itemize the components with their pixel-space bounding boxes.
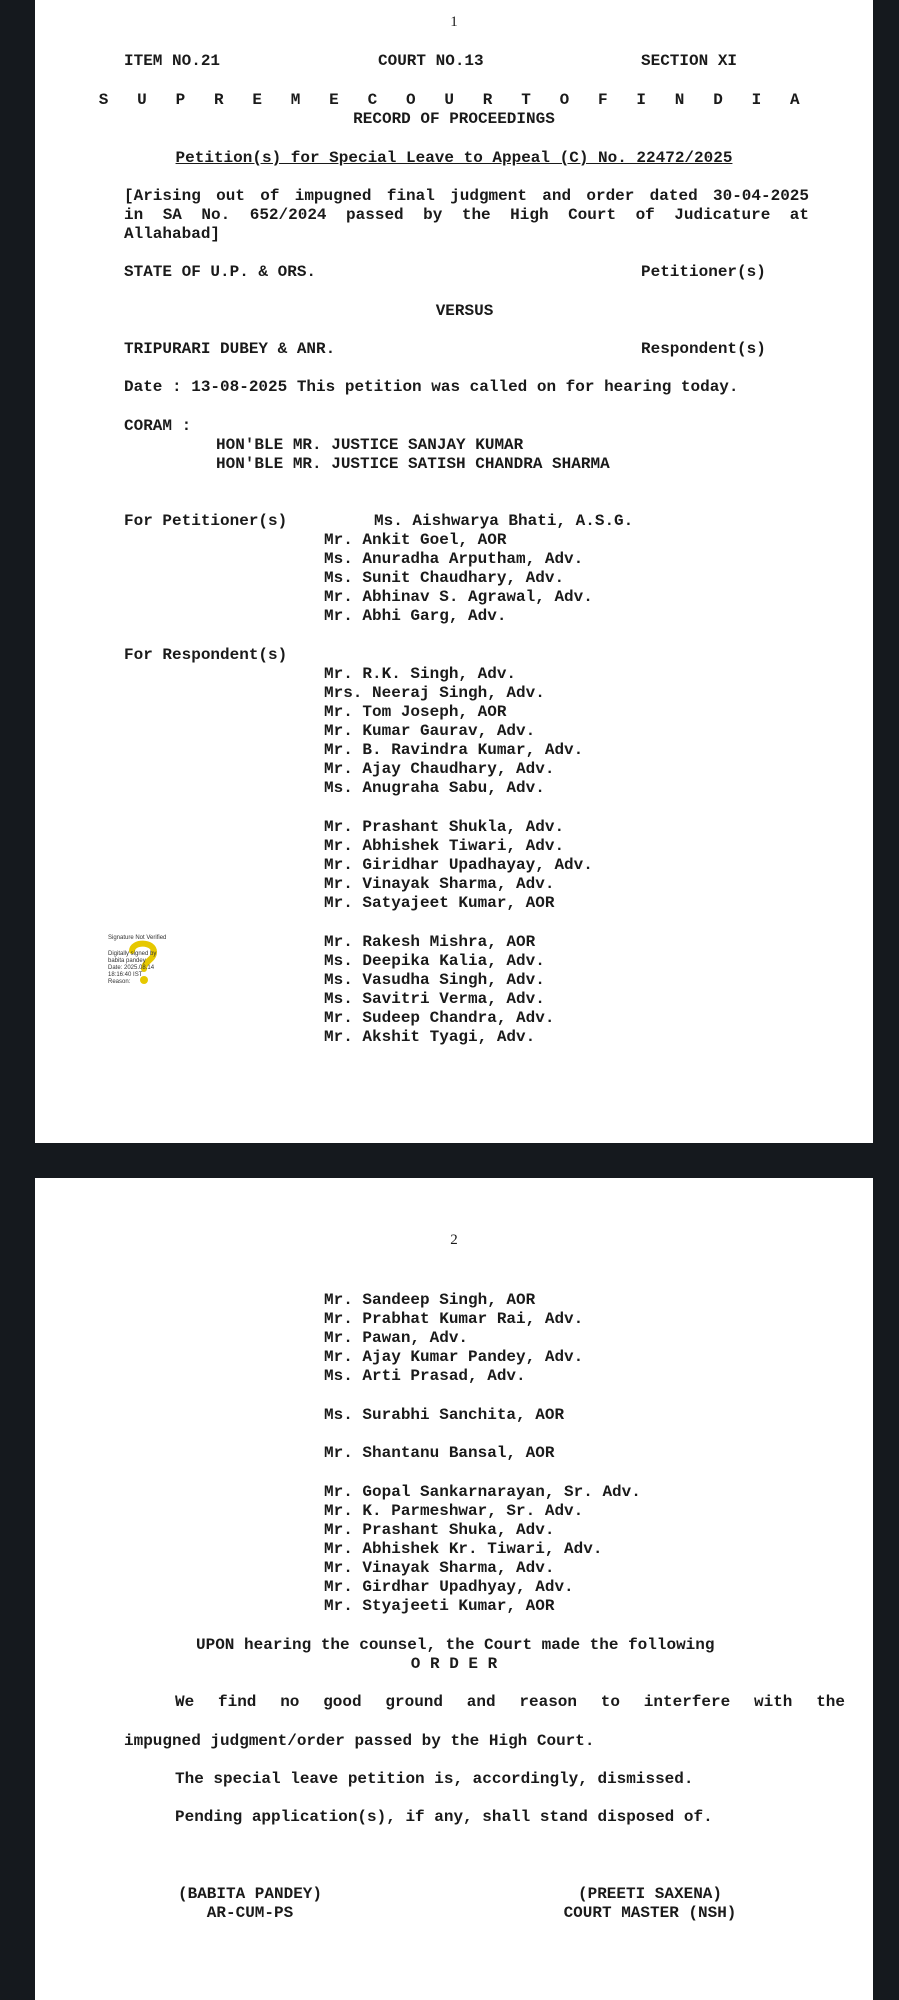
counsel-name: Ms. Anugraha Sabu, Adv. xyxy=(324,779,545,797)
counsel-name: Mr. Prashant Shukla, Adv. xyxy=(324,818,565,836)
counsel-name: Mr. Ajay Chaudhary, Adv. xyxy=(324,760,555,778)
signatory-left-designation: AR-CUM-PS xyxy=(206,1904,294,1922)
counsel-name: Ms. Vasudha Singh, Adv. xyxy=(324,971,545,989)
counsel-name: Mrs. Neeraj Singh, Adv. xyxy=(324,684,545,702)
counsel-name: Ms. Savitri Verma, Adv. xyxy=(324,990,545,1008)
counsel-name: Mr. R.K. Singh, Adv. xyxy=(324,665,517,683)
respondent-counsel-group-6 xyxy=(324,1444,554,1463)
signatory-right-name: (PREETI SAXENA) xyxy=(577,1885,723,1903)
signature-line: Digitally signed by xyxy=(108,951,157,957)
coram-judges xyxy=(216,436,610,474)
counsel-name: Mr. Akshit Tyagi, Adv. xyxy=(324,1028,536,1046)
counsel-name: Ms. Sunit Chaudhary, Adv. xyxy=(324,569,565,587)
for-petitioner-label: For Petitioner(s) xyxy=(124,512,288,530)
respondent-counsel-group-7 xyxy=(324,1483,641,1616)
signature-line: Date: 2025.08.14 xyxy=(108,965,155,971)
respondent-counsel-group-4 xyxy=(324,1291,583,1386)
counsel-name: Mr. Ajay Kumar Pandey, Adv. xyxy=(324,1348,584,1366)
section-number: SECTION XI xyxy=(641,52,738,70)
court-name: S U P R E M E C O U R T O F I N D I A xyxy=(98,91,810,109)
counsel-name: Mr. Abhi Garg, Adv. xyxy=(324,607,507,625)
signature-line: babita pandey xyxy=(108,958,146,964)
counsel-name: Mr. Pawan, Adv. xyxy=(324,1329,469,1347)
order-text-line-1: We find no good ground and reason to interfere with the xyxy=(175,1693,845,1711)
counsel-name: Mr. Sandeep Singh, AOR xyxy=(324,1291,536,1309)
arising-line-1: [Arising out of impugned final judgment and order dated 30-04-2025 xyxy=(124,187,809,205)
signature-line: 18:16:40 IST xyxy=(108,972,143,978)
counsel-name: Mr. Satyajeet Kumar, AOR xyxy=(324,894,555,912)
for-respondent-label: For Respondent(s) xyxy=(124,646,288,664)
respondent-counsel-group-3 xyxy=(324,933,554,1047)
counsel-name: Mr. Abhishek Tiwari, Adv. xyxy=(324,837,565,855)
counsel-name: Mr. Giridhar Upadhayay, Adv. xyxy=(324,856,593,874)
counsel-name: Ms. Anuradha Arputham, Adv. xyxy=(324,550,584,568)
counsel-name: Mr. Vinayak Sharma, Adv. xyxy=(324,875,555,893)
counsel-name: Ms. Surabhi Sanchita, AOR xyxy=(324,1406,565,1424)
counsel-name: Mr. Abhinav S. Agrawal, Adv. xyxy=(324,588,593,606)
counsel-name: Mr. B. Ravindra Kumar, Adv. xyxy=(324,741,584,759)
respondent-role: Respondent(s) xyxy=(641,340,766,358)
counsel-name: Mr. Rakesh Mishra, AOR xyxy=(324,933,536,951)
counsel-name: Mr. Abhishek Kr. Tiwari, Adv. xyxy=(324,1540,603,1558)
petitioner-name: STATE OF U.P. & ORS. xyxy=(124,263,317,281)
page-number: 2 xyxy=(450,1232,458,1248)
coram-label: CORAM : xyxy=(124,417,192,435)
counsel-name: Mr. Ankit Goel, AOR xyxy=(324,531,507,549)
order-text-line-2: impugned judgment/order passed by the High Court. xyxy=(124,1732,595,1750)
petitioner-counsel-list xyxy=(324,531,593,626)
court-number: COURT NO.13 xyxy=(378,52,484,70)
order-text-line-3: The special leave petition is, accordingly, dismissed. xyxy=(175,1770,694,1788)
counsel-name: Mr. Gopal Sankarnarayan, Sr. Adv. xyxy=(324,1483,641,1501)
counsel-name: Mr. Tom Joseph, AOR xyxy=(324,703,507,721)
counsel-name: Ms. Aishwarya Bhati, A.S.G. xyxy=(374,512,634,530)
counsel-name: Ms. Deepika Kalia, Adv. xyxy=(324,952,545,970)
signatory-right-designation: COURT MASTER (NSH) xyxy=(563,1904,737,1922)
counsel-name: Mr. Shantanu Bansal, AOR xyxy=(324,1444,555,1462)
counsel-name: Mr. Sudeep Chandra, Adv. xyxy=(324,1009,555,1027)
judge-name: HON'BLE MR. JUSTICE SANJAY KUMAR xyxy=(216,436,524,454)
counsel-name: Mr. K. Parmeshwar, Sr. Adv. xyxy=(324,1502,584,1520)
signature-line: Signature Not Verified xyxy=(108,935,167,941)
petitioner-role: Petitioner(s) xyxy=(641,263,766,281)
order-text-line-4: Pending application(s), if any, shall stand disposed of. xyxy=(175,1808,713,1826)
case-title: Petition(s) for Special Leave to Appeal (C) No. 22472/2025 xyxy=(175,149,733,167)
order-heading: O R D E R xyxy=(410,1655,498,1673)
document-page-1 xyxy=(35,0,873,1143)
counsel-name: Mr. Prabhat Kumar Rai, Adv. xyxy=(324,1310,584,1328)
record-title: RECORD OF PROCEEDINGS xyxy=(353,110,555,128)
signature-stamp xyxy=(108,935,183,990)
item-number: ITEM NO.21 xyxy=(124,52,221,70)
signatory-left-name: (BABITA PANDEY) xyxy=(177,1885,323,1903)
arising-line-3: Allahabad] xyxy=(124,225,221,243)
counsel-name: Mr. Styajeeti Kumar, AOR xyxy=(324,1597,555,1615)
respondent-counsel-group-5 xyxy=(324,1406,564,1425)
judge-name: HON'BLE MR. JUSTICE SATISH CHANDRA SHARMA xyxy=(216,455,610,473)
counsel-name: Mr. Girdhar Upadhyay, Adv. xyxy=(324,1578,574,1596)
upon-hearing-line: UPON hearing the counsel, the Court made the following xyxy=(196,1636,715,1654)
counsel-name: Mr. Kumar Gaurav, Adv. xyxy=(324,722,536,740)
counsel-name: Mr. Vinayak Sharma, Adv. xyxy=(324,1559,555,1577)
page-number: 1 xyxy=(450,14,458,30)
signature-line: Reason: xyxy=(108,979,131,985)
versus-label: VERSUS xyxy=(435,302,494,320)
counsel-name: Ms. Arti Prasad, Adv. xyxy=(324,1367,526,1385)
hearing-date-line: Date : 13-08-2025 This petition was called on for hearing today. xyxy=(124,378,739,396)
respondent-counsel-group-2 xyxy=(324,818,593,913)
arising-line-2: in SA No. 652/2024 passed by the High Court of Judicature at xyxy=(124,206,809,224)
respondent-name: TRIPURARI DUBEY & ANR. xyxy=(124,340,336,358)
counsel-name: Mr. Prashant Shuka, Adv. xyxy=(324,1521,555,1539)
respondent-counsel-group-1 xyxy=(324,665,583,798)
document-page-2 xyxy=(35,1178,873,2000)
